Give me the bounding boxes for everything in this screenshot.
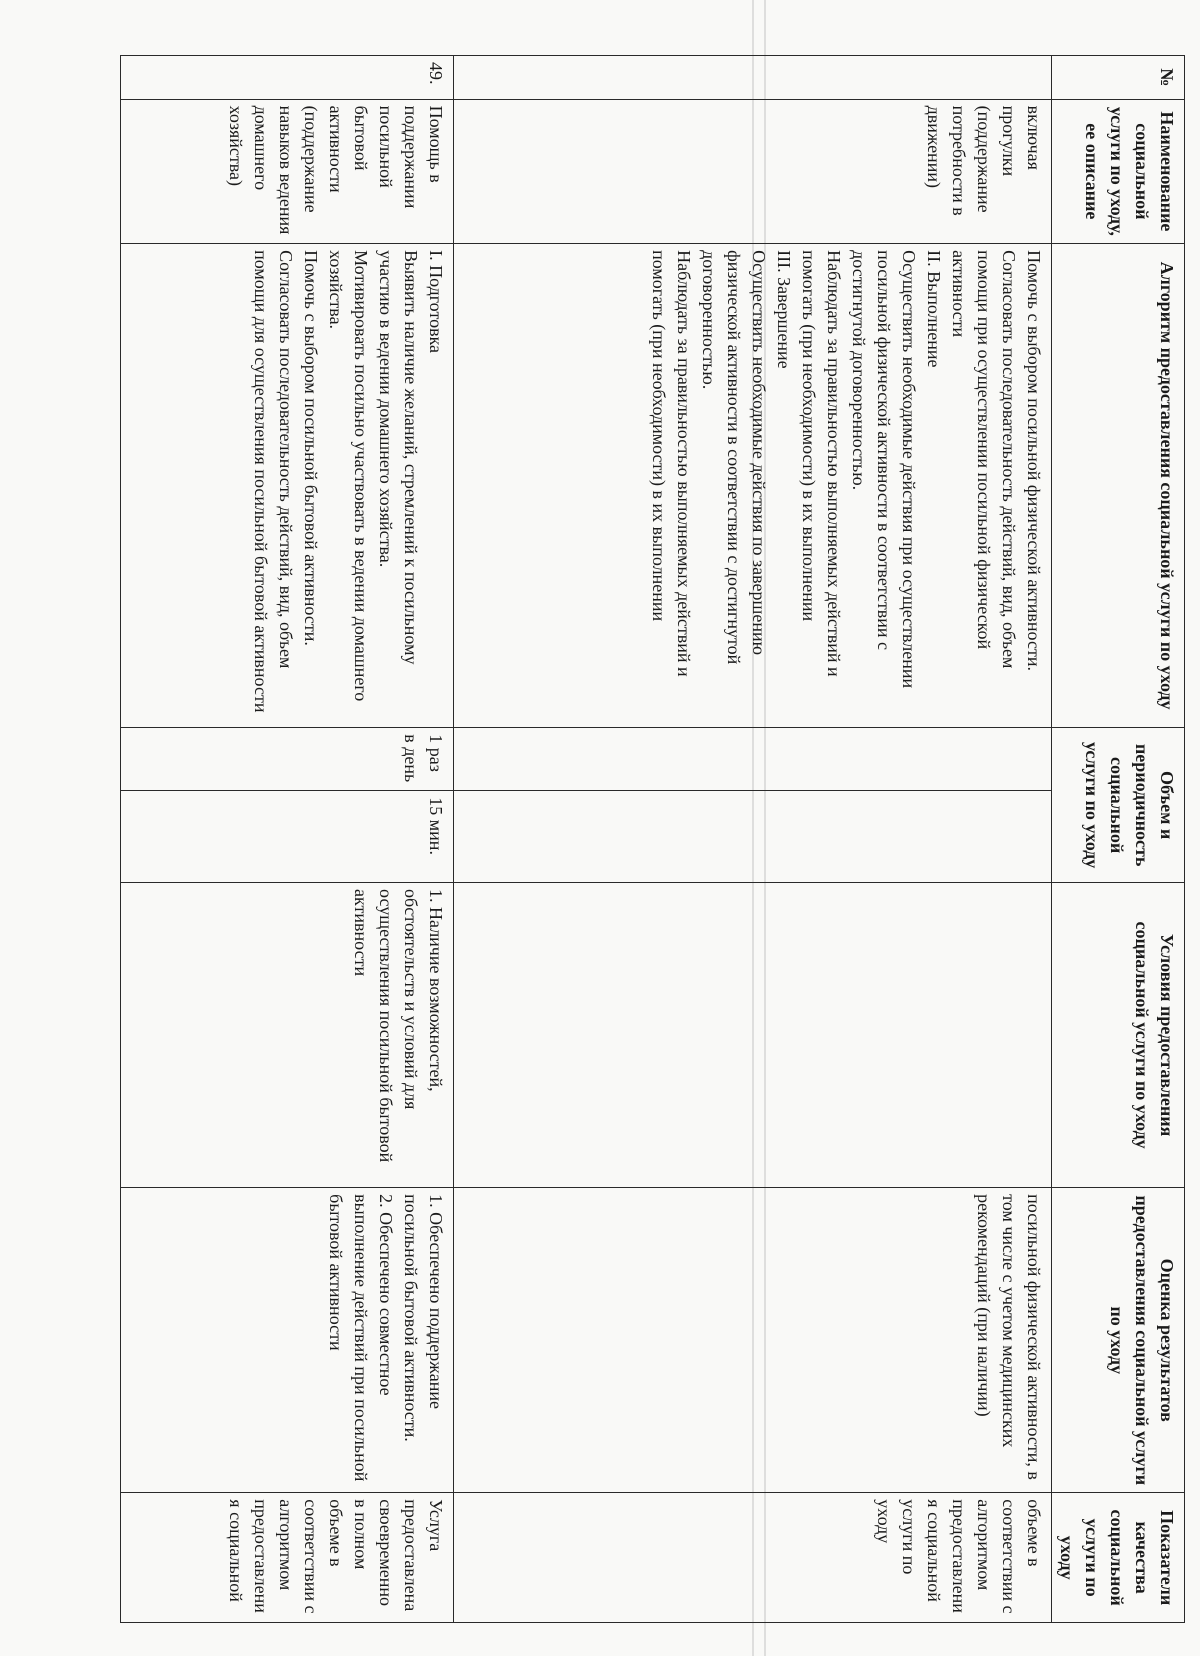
cell-quality: Услуга предоставлена своевременно в полном объеме в соответствии с алгоритмом предоставления социальной <box>121 1493 454 1623</box>
cell-algorithm: Помочь с выбором посильной физической активности. Согласовать последовательность действий, вид, объем помощи при осуществлении посильной физической активности II. Выполнение Осуществить необходимые действия при осуществлении посильной физической активности в соответствии с достигнутой договоренностью. Наблюдать за правильностью выполняемых действий и помогать (при необходимости) в их выполнении III. Завершение Осуществить необходимые действия по завершению физической активности в соответствии с достигнутой договоренностью. Наблюдать за правильностью выполняемых действий и помогать (при необходимости) в их выполнении <box>454 244 1052 728</box>
cell-algorithm: I. Подготовка Выявить наличие желаний, стремлений к посильному участию в ведении домашнего хозяйства. Мотивировать посильно участвовать в ведении домашнего хозяйства. Помочь с выбором посильной бытовой активности. Согласовать последовательность действий, вид, объем помощи для осуществления посильной бытовой активности <box>121 244 454 728</box>
cell-name: Помощь в поддержании посильной бытовой активности (поддержание навыков ведения домашнего хозяйства) <box>121 99 454 244</box>
header-volume: Объем и периодичность социальной услуги по уходу <box>1052 728 1185 883</box>
cell-frequency <box>454 728 1052 791</box>
cell-conditions <box>454 883 1052 1188</box>
table-header-row <box>1052 56 1185 1623</box>
table-row <box>121 56 454 1623</box>
cell-duration <box>454 791 1052 883</box>
header-quality: Показатели качества социальной услуги по уходу <box>1052 1493 1185 1623</box>
header-num: № <box>1052 56 1185 100</box>
cell-duration: 15 мин. <box>121 791 454 883</box>
cell-quality: объеме в соответствии с алгоритмом предоставления социальной услуги по уходу <box>454 1493 1052 1623</box>
header-name: Наименование социальной услуги по уходу, ее описание <box>1052 99 1185 244</box>
cell-num <box>454 56 1052 100</box>
table-row <box>454 56 1052 1623</box>
cell-num: 49. <box>121 56 454 100</box>
cell-evaluation: 1. Обеспечено поддержание посильной бытовой активности. 2. Обеспечено совместное выполнение действий при посильной бытовой активности <box>121 1188 454 1493</box>
rotated-page <box>120 55 1185 1623</box>
header-algorithm: Алгоритм предоставления социальной услуги по уходу <box>1052 244 1185 728</box>
cell-evaluation: посильной физической активности, в том числе с учетом медицинских рекомендаций (при наличии) <box>454 1188 1052 1493</box>
cell-frequency: 1 раз в день <box>121 728 454 791</box>
header-evaluation: Оценка результатов предоставления социальной услуги по уходу <box>1052 1188 1185 1493</box>
services-table <box>120 55 1185 1623</box>
cell-conditions: 1. Наличие возможностей, обстоятельств и условий для осуществления посильной бытовой активности <box>121 883 454 1188</box>
cell-name: включая прогулки (поддержание потребности в движении) <box>454 99 1052 244</box>
header-conditions: Условия предоставления социальной услуги по уходу <box>1052 883 1185 1188</box>
